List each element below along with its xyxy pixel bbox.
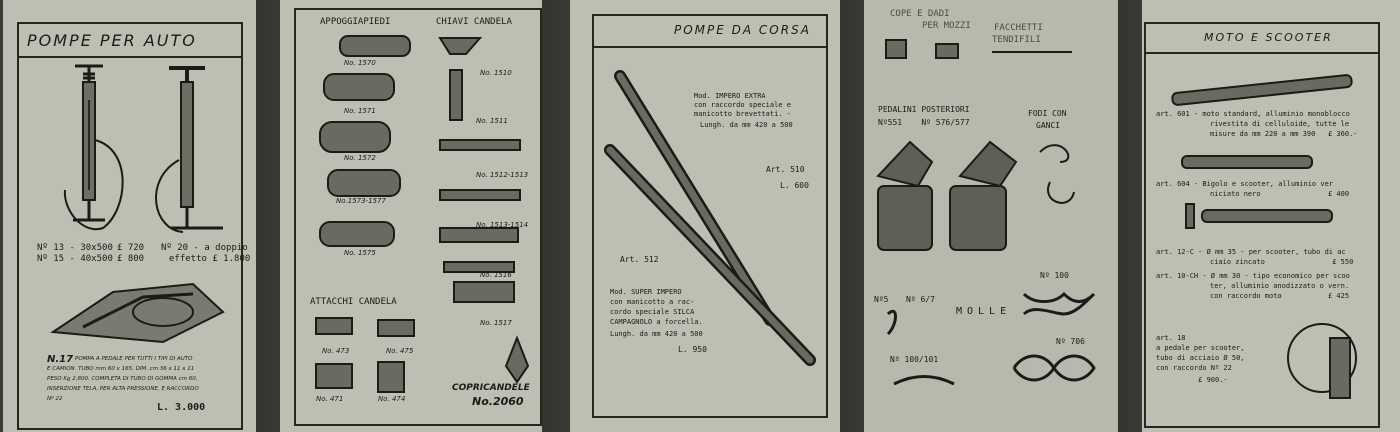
item-20-price: effetto £ 1.800 <box>169 254 251 264</box>
art10ch-line-3: con raccordo moto £ 425 <box>1210 292 1350 300</box>
gutter-shadow <box>1118 0 1142 432</box>
section-chiavi-candela: CHIAVI CANDELA <box>436 17 512 27</box>
gutter-shadow <box>256 0 280 432</box>
catalog-page-pompe-per-auto <box>3 0 256 432</box>
title-rule <box>1144 52 1378 54</box>
foot-pump-illustration <box>43 272 233 352</box>
extra-price: L. 600 <box>780 181 809 190</box>
n17-description-3: PESO Kg 2,800. COMPLETA DI TUBO DI GOMMA cm 60, <box>47 376 198 382</box>
item-15-price: £ 800 <box>117 254 145 264</box>
n17-label: N.17 <box>47 354 74 365</box>
copricandele-number: No.2060 <box>472 395 524 408</box>
n17-description-1: POMPA A PEDALE PER TUTTI I TIPI DI AUTO <box>75 356 193 362</box>
label-cope-dadi: COPE E DADI <box>890 9 950 19</box>
art601-line-2: rivestita di celluloide, tutte le <box>1210 120 1350 128</box>
hooks-illustration <box>1030 132 1100 212</box>
item-13-label: Nº 13 - 30x500 <box>37 243 113 253</box>
wrench-label-1: No. 1510 <box>480 69 512 77</box>
art18-line-3: tubo di acciaio Ø 50, <box>1156 354 1245 362</box>
super-line-4: CAMPAGNOLO a forcella. <box>610 318 703 326</box>
label-n100-101: Nº 100/101 <box>890 355 939 364</box>
label-n67: Nº 6/7 <box>906 295 935 304</box>
label-cope-dadi-2: PER MOZZI <box>922 21 971 31</box>
super-line-5: Lungh. da mm 420 a 500 <box>610 330 703 338</box>
art18-line-5: £ 900.- <box>1156 376 1228 384</box>
art18-line-4: con raccordo Nº 22 <box>1156 364 1232 372</box>
title-rule <box>17 56 241 58</box>
label-fodi-2: GANCI <box>1036 121 1061 130</box>
art601-line-1: art. 601 - moto standard, alluminio monoblocco <box>1156 110 1350 118</box>
label-fodi: FODI CON <box>1028 109 1067 118</box>
label-molle: MOLLE <box>956 306 1012 317</box>
page-title: MOTO E SCOOTER <box>1204 31 1333 44</box>
footrest-label-4: No.1573-1577 <box>336 197 386 205</box>
label-tendifili: TENDIFILI <box>992 35 1041 45</box>
label-n706: Nº 706 <box>1056 337 1085 346</box>
wrench-label-4: No. 1513-1514 <box>476 221 529 229</box>
art604-line-1: art. 604 - Bigolo e scooter, alluminio ver <box>1156 180 1334 188</box>
n17-description-2: E CAMION. TUBO mm 60 x 165. DIM. cm 36 x 11 x 11 <box>47 366 195 372</box>
footrest-label-1: No. 1570 <box>344 59 376 67</box>
spark-connector-illustrations <box>310 312 450 402</box>
super-line-2: con manicotto a rac- <box>610 298 695 306</box>
attacchi-label-4: No. 474 <box>378 395 406 403</box>
item-15-label: Nº 15 - 40x500 <box>37 254 113 264</box>
n17-price: L. 3.000 <box>157 402 206 413</box>
art12c-line-1: art. 12-C - Ø mm 35 - per scooter, tubo di ac <box>1156 248 1346 256</box>
art10ch-line-2: ter, alluminio anodizzato o vern. <box>1210 282 1350 290</box>
art18-line-2: a pedale per scooter, <box>1156 344 1245 352</box>
catalog-page-ricambi <box>864 0 1118 432</box>
label-pedalini: PEDALINI POSTERIORI <box>878 105 970 114</box>
attacchi-label-2: No. 475 <box>386 347 414 355</box>
footrest-label-5: No. 1575 <box>344 249 376 257</box>
copricandele-title: COPRICANDELE <box>452 383 530 393</box>
extra-line-1: Mod. IMPERO EXTRA <box>694 92 766 100</box>
attacchi-label-3: No. 471 <box>316 395 344 403</box>
super-article: Art. 512 <box>620 255 659 264</box>
page-title: POMPE PER AUTO <box>27 31 197 50</box>
item-13-price: £ 720 <box>117 243 145 253</box>
art604-line-2: niciato nero £ 400 <box>1210 190 1350 198</box>
extra-line-2: con raccordo speciale e <box>694 101 791 109</box>
wrench-label-2: No. 1511 <box>476 117 508 125</box>
super-price: L. 950 <box>678 345 707 354</box>
footrest-label-2: No. 1571 <box>344 107 376 115</box>
extra-article: Art. 510 <box>766 165 805 174</box>
catalog-page-pompe-da-corsa <box>570 0 840 432</box>
super-line-1: Mod. SUPER IMPERO <box>610 288 682 296</box>
footrest-label-3: No. 1572 <box>344 154 376 162</box>
spark-cap-illustration <box>502 336 532 386</box>
catalog-page-accessori <box>280 0 542 432</box>
art601-line-3: misure da mm 220 a mm 390 £ 360.- <box>1210 130 1358 138</box>
art18-line-1: art. 18 <box>1156 334 1186 342</box>
page-title: POMPE DA CORSA <box>674 23 811 37</box>
attacchi-label-1: No. 473 <box>322 347 350 355</box>
pedals-illustration <box>870 132 1030 262</box>
section-attacchi-candela: ATTACCHI CANDELA <box>310 297 397 307</box>
wrench-label-6: No. 1517 <box>480 319 512 327</box>
label-pedalini-numbers: Nº551 Nº 576/577 <box>878 118 970 127</box>
n17-description-5: Nº 22 <box>47 396 63 402</box>
section-appoggiapiedi: APPOGGIAPIEDI <box>320 17 391 27</box>
motorcycle-pumps-illustration <box>1162 68 1372 268</box>
label-n5: Nº5 <box>874 295 889 304</box>
art12c-line-2: ciaio zincato £ 550 <box>1210 258 1354 266</box>
catalog-page-moto-e-scooter <box>1142 0 1400 432</box>
n17-description-4: INSERZIONE TELA, PER ALTA PRESSIONE, E RACCORDO <box>47 386 199 392</box>
title-rule <box>592 46 826 48</box>
super-line-3: cordo speciale SILCA <box>610 308 695 316</box>
wrench-label-5: No. 1516 <box>480 271 512 279</box>
art10ch-line-1: art. 10-CH - Ø mm 30 - tipo economico per scoo <box>1156 272 1350 280</box>
gutter-shadow <box>840 0 864 432</box>
pump-single-illustration <box>143 60 243 240</box>
label-n100: Nº 100 <box>1040 271 1069 280</box>
pump-double-illustration <box>43 60 133 240</box>
extra-line-3: manicotto brevettati. - <box>694 110 791 118</box>
wrench-label-3: No. 1512-1513 <box>476 171 529 179</box>
extra-line-4: Lungh. da mm 420 a 500 <box>700 121 793 129</box>
label-facchetti: FACCHETTI <box>994 23 1043 33</box>
item-20-label: Nº 20 - a doppio <box>161 243 248 253</box>
nuts-illustration <box>882 35 1102 68</box>
gutter-shadow <box>542 0 570 432</box>
scooter-foot-pump-illustration <box>1282 318 1372 408</box>
